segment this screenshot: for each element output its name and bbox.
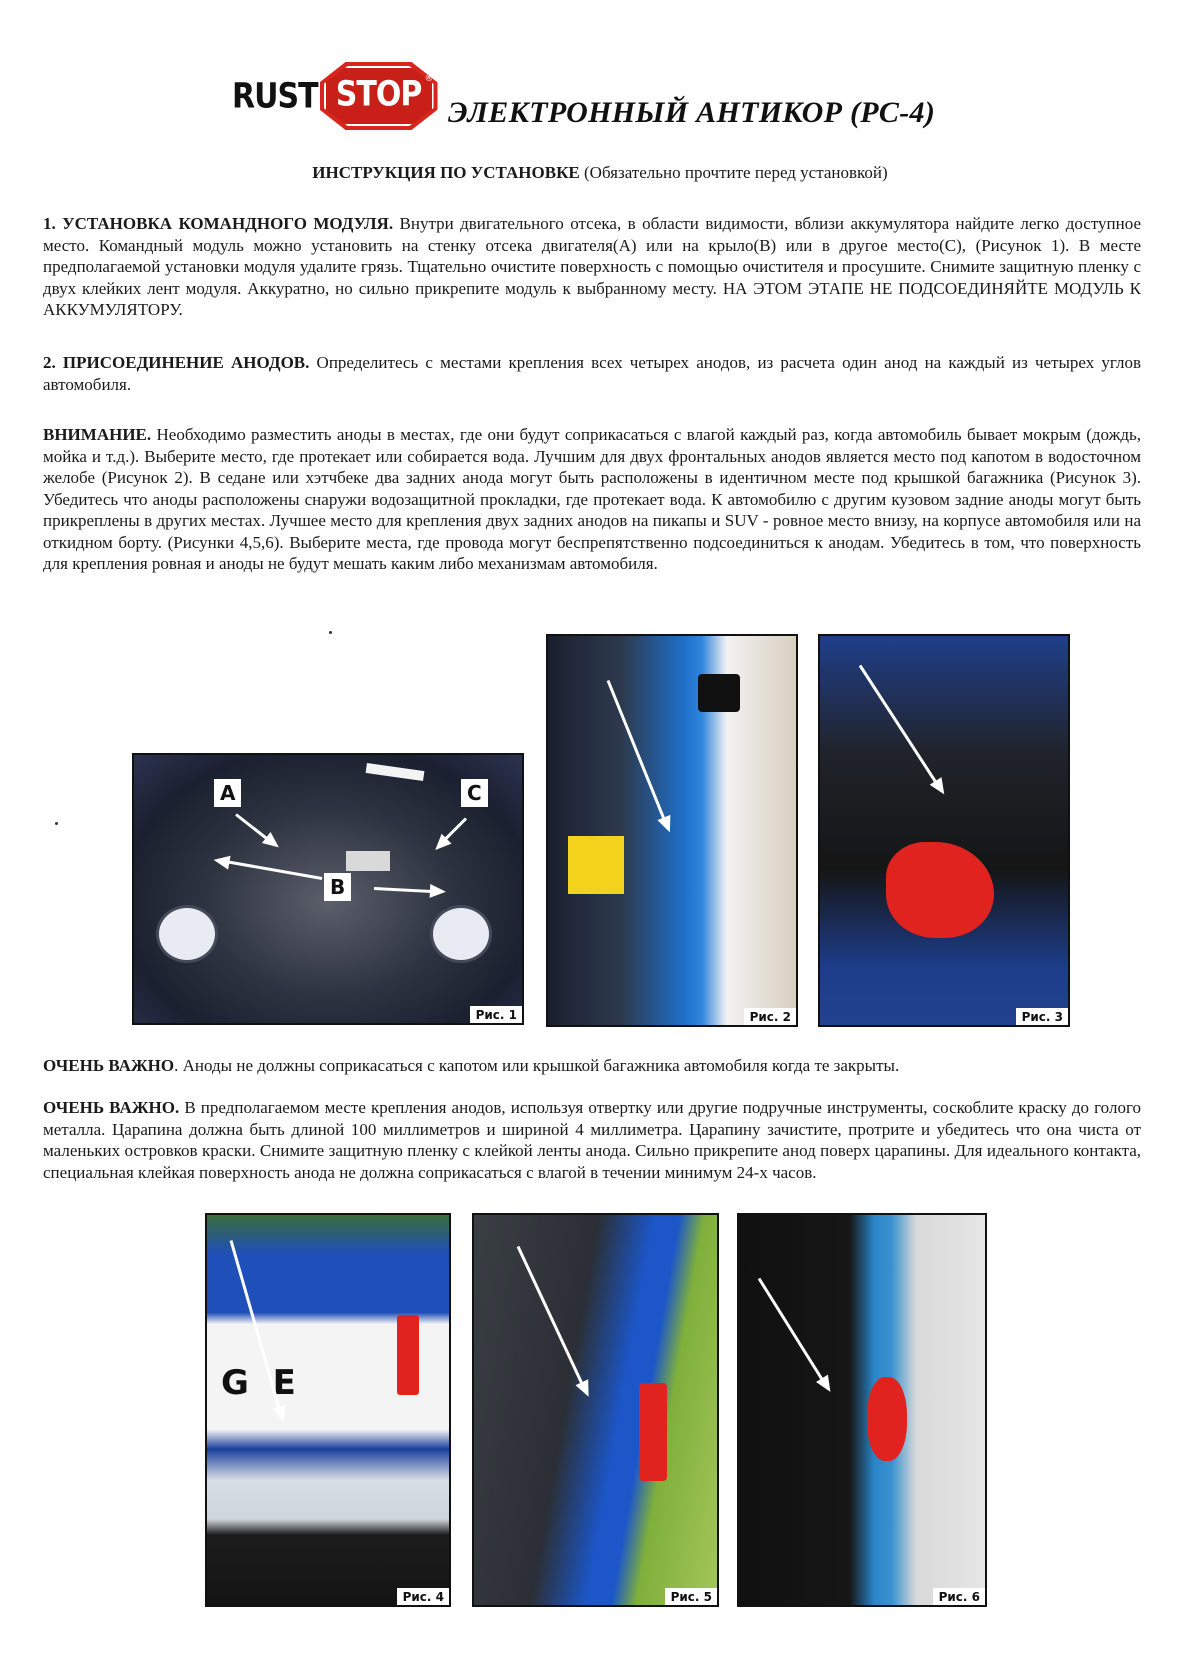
hood-sticker [366, 763, 425, 781]
figure-4-pickup-tailgate [205, 1213, 451, 1607]
marker-c: C [461, 779, 488, 807]
figure-2-hood-gutter [546, 634, 798, 1027]
arrow-c-icon [437, 817, 467, 847]
tail-light [886, 842, 994, 938]
arrow-icon [517, 1246, 588, 1394]
figure-2-label: Рис. 2 [744, 1008, 796, 1025]
important-note-2 [43, 1097, 1141, 1183]
headlight-right [430, 905, 492, 963]
section-1-paragraph [43, 213, 1141, 321]
important-note-1 [43, 1055, 1141, 1077]
marker-a: A [214, 779, 241, 807]
arrow-icon [758, 1278, 829, 1390]
document-title: ЭЛЕКТРОННЫЙ АНТИКОР (РС-4) [448, 96, 936, 129]
side-mirror [698, 674, 740, 712]
attention-paragraph [43, 424, 1141, 575]
battery [568, 836, 624, 894]
figure-3-label: Рис. 3 [1016, 1008, 1068, 1025]
figure-1-engine-bay [132, 753, 524, 1025]
registered-mark: ® [424, 74, 434, 84]
figure-4-label: Рис. 4 [397, 1588, 449, 1605]
figure-3-trunk-lid [818, 634, 1070, 1027]
important-1-text: . Аноды не должны соприкасаться с капотом или крышкой багажника автомобиля когда те закрыты. [174, 1056, 900, 1075]
figure-6-suv-rear-hatch [737, 1213, 987, 1607]
scan-artifact [55, 822, 58, 825]
arrow-b-left-icon [217, 859, 322, 880]
logo-stop-text: STOP [335, 74, 422, 115]
figure-5-label: Рис. 5 [665, 1588, 717, 1605]
subtitle-note: (Обязательно прочтите перед установкой) [579, 163, 888, 182]
arrow-b-right-icon [374, 887, 442, 894]
subtitle-bold: ИНСТРУКЦИЯ ПО УСТАНОВКЕ [312, 163, 580, 182]
tailgate-letters: G E [221, 1363, 296, 1403]
attention-text: Необходимо разместить аноды в местах, где они будут соприкасаться с влагой каждый раз, когда автомобиль бывает мокрым (дождь, мойка и т.д.). Выберите место, где протекает или собирается вода. Лучшим для двух фронтальных анодов является место под капотом в водосточном желобе (Рисунок 2). В седане или хэтчбеке два задних анода могут быть расположены в идентичном месте под крышкой багажника (Рисунок 3). Убедитесь что аноды расположены снаружи водозащитной прокладки, где протекает вода. К автомобилю с другим кузовом задние аноды могут быть прикреплены в других местах. Лучшее место для крепления двух задних анодов на пикапы и SUV - ровное место внизу, на корпусе автомобиля или на откидном борту. (Рисунки 4,5,6). Выберите места, где провода могут беспрепятственно подсоединиться к анодам. Убедитесь в том, что поверхность для крепления ровная и аноды не будут мешать каким либо механизмам автомобиля. [43, 425, 1141, 573]
figure-1-label: Рис. 1 [470, 1006, 522, 1023]
attention-heading: ВНИМАНИЕ. [43, 425, 152, 444]
rust-stop-logo [232, 68, 438, 124]
scan-artifact [329, 631, 332, 634]
tail-light [867, 1377, 907, 1461]
section-2-heading: 2. ПРИСОЕДИНЕНИЕ АНОДОВ. [43, 353, 310, 372]
tail-light [397, 1315, 419, 1395]
stop-sign-icon [320, 62, 438, 130]
arrow-icon [607, 680, 670, 829]
figure-5-pickup-bed-side [472, 1213, 719, 1607]
figure-6-label: Рис. 6 [933, 1588, 985, 1605]
document-subtitle [0, 163, 1200, 183]
arrow-icon [859, 665, 943, 792]
arrow-a-icon [235, 813, 276, 846]
tail-light [639, 1383, 667, 1481]
section-1-text: Внутри двигательного отсека, в области видимости, вблизи аккумулятора найдите легко доступное место. Командный модуль можно установить на стенку отсека двигателя(А) или на крыло(В) или в другое место(С), (Рисунок 1). В месте предполагаемой установки модуля удалите грязь. Тщательно очистите поверхность с помощью очистителя и просушите. Снимите защитную пленку с двух клейких лент модуля. Аккуратно, но сильно прикрепите модуль к выбранному месту. НА ЭТОМ ЭТАПЕ НЕ ПОДСОЕДИНЯЙТЕ МОДУЛЬ К АККУМУЛЯТОРУ. [43, 214, 1141, 319]
marker-b: B [324, 873, 351, 901]
important-1-heading: ОЧЕНЬ ВАЖНО [43, 1056, 175, 1075]
logo-rust-text: RUST [232, 75, 318, 117]
important-2-text: В предполагаемом месте крепления анодов, используя отвертку или другие подручные инструменты, соскоблите краску до голого металла. Царапина должна быть длиной 100 миллиметров и шириной 4 миллиметра. Царапину зачистите, протрите и убедитесь что она чиста от маленьких островков краски. Снимите защитную пленку с клейкой ленты анода. Сильно прикрепите анод поверх царапины. Для идеального контакта, специальная клейкая поверхность анода не должна соприкасаться с влагой в течении минимум 24-х часов. [43, 1098, 1141, 1182]
section-2-text: Определитесь с местами крепления всех четырех анодов, из расчета один анод на каждый из четырех углов автомобиля. [43, 353, 1141, 394]
section-1-heading: 1. УСТАНОВКА КОМАНДНОГО МОДУЛЯ. [43, 214, 394, 233]
important-2-heading: ОЧЕНЬ ВАЖНО. [43, 1098, 180, 1117]
battery-top [346, 851, 390, 871]
section-2-paragraph [43, 352, 1141, 395]
headlight-left [156, 905, 218, 963]
